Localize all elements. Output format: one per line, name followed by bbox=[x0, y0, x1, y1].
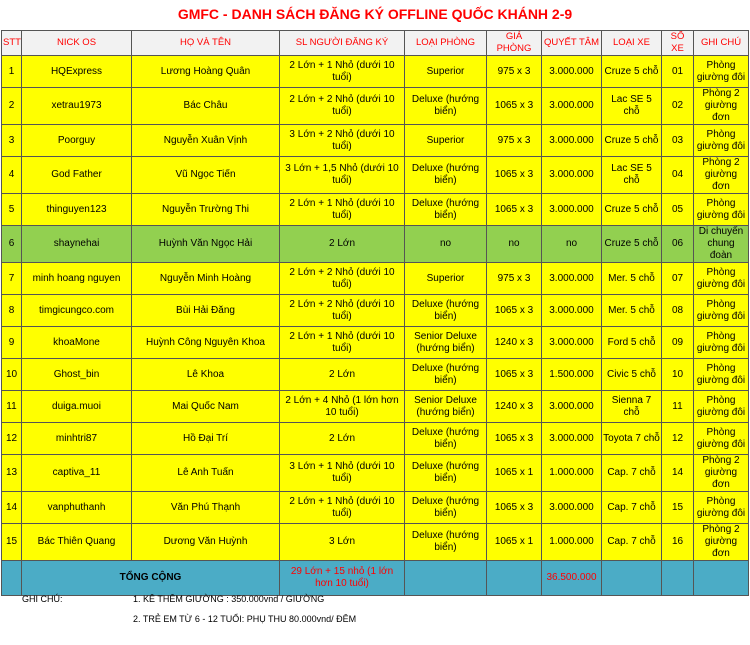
cell-people: 3 Lớn + 1,5 Nhỏ (dưới 10 tuổi) bbox=[280, 157, 405, 194]
cell-room: Deluxe (hướng biển) bbox=[405, 295, 487, 327]
cell-room: Deluxe (hướng biển) bbox=[405, 88, 487, 125]
cell-people: 2 Lớn + 1 Nhỏ (dưới 10 tuổi) bbox=[280, 194, 405, 226]
cell-price: 1240 x 3 bbox=[487, 391, 542, 423]
cell-nick: minhtri87 bbox=[22, 423, 132, 455]
table-row bbox=[2, 423, 749, 455]
cell-stt: 3 bbox=[2, 125, 22, 157]
cell-people: 2 Lớn + 1 Nhỏ (dưới 10 tuổi) bbox=[280, 56, 405, 88]
cell-car: Cruze 5 chỗ bbox=[602, 226, 662, 263]
cell-stt: 13 bbox=[2, 455, 22, 492]
note-item-1: 1. KÊ THÊM GIƯỜNG : 350.000vnd / GIƯỜNG bbox=[133, 594, 325, 604]
cell-note: Phòng giường đôi bbox=[694, 391, 749, 423]
cell-name: Vũ Ngọc Tiến bbox=[132, 157, 280, 194]
cell-car: Cruze 5 chỗ bbox=[602, 194, 662, 226]
cell-amount: 3.000.000 bbox=[542, 391, 602, 423]
cell-room: Deluxe (hướng biển) bbox=[405, 194, 487, 226]
cell-amount: 3.000.000 bbox=[542, 125, 602, 157]
note-item-2: 2. TRẺ EM TỪ 6 - 12 TUỔI: PHỤ THU 80.000vnd/ ĐÊM bbox=[133, 614, 357, 624]
cell-name: Lê Anh Tuấn bbox=[132, 455, 280, 492]
cell-nick: Bác Thiên Quang bbox=[22, 524, 132, 561]
cell-note: Phòng 2 giường đơn bbox=[694, 157, 749, 194]
cell-nick: vanphuthanh bbox=[22, 492, 132, 524]
cell-name: Huỳnh Văn Ngọc Hải bbox=[132, 226, 280, 263]
header-nick: NICK OS bbox=[22, 31, 132, 56]
cell-price: 1065 x 3 bbox=[487, 157, 542, 194]
table-row bbox=[2, 88, 749, 125]
cell-price: 1065 x 3 bbox=[487, 194, 542, 226]
cell-nick: xetrau1973 bbox=[22, 88, 132, 125]
cell-name: Bùi Hải Đăng bbox=[132, 295, 280, 327]
table-row bbox=[2, 125, 749, 157]
table-row bbox=[2, 391, 749, 423]
cell-name: Bác Châu bbox=[132, 88, 280, 125]
cell-carno: 10 bbox=[662, 359, 694, 391]
cell-people: 3 Lớn + 1 Nhỏ (dưới 10 tuổi) bbox=[280, 455, 405, 492]
cell-note: Phòng giường đôi bbox=[694, 295, 749, 327]
cell-carno: 09 bbox=[662, 327, 694, 359]
header-carno: SỐ XE bbox=[662, 31, 694, 56]
header-car: LOẠI XE bbox=[602, 31, 662, 56]
cell-carno: 11 bbox=[662, 391, 694, 423]
header-stt: STT bbox=[2, 31, 22, 56]
cell-price: 1065 x 3 bbox=[487, 88, 542, 125]
cell-stt: 14 bbox=[2, 492, 22, 524]
cell-note: Phòng giường đôi bbox=[694, 56, 749, 88]
total-price-cell bbox=[487, 561, 542, 596]
cell-note: Phòng giường đôi bbox=[694, 359, 749, 391]
cell-amount: 3.000.000 bbox=[542, 194, 602, 226]
cell-car: Toyota 7 chỗ bbox=[602, 423, 662, 455]
cell-carno: 07 bbox=[662, 263, 694, 295]
cell-note: Phòng 2 giường đơn bbox=[694, 88, 749, 125]
cell-room: Deluxe (hướng biển) bbox=[405, 524, 487, 561]
cell-room: Senior Deluxe (hướng biển) bbox=[405, 391, 487, 423]
cell-stt: 10 bbox=[2, 359, 22, 391]
cell-carno: 06 bbox=[662, 226, 694, 263]
cell-price: 1065 x 3 bbox=[487, 359, 542, 391]
cell-stt: 2 bbox=[2, 88, 22, 125]
cell-car: Cap. 7 chỗ bbox=[602, 455, 662, 492]
cell-note: Phòng giường đôi bbox=[694, 263, 749, 295]
cell-note: Phòng giường đôi bbox=[694, 492, 749, 524]
cell-car: Cap. 7 chỗ bbox=[602, 492, 662, 524]
cell-nick: minh hoang nguyen bbox=[22, 263, 132, 295]
cell-people: 2 Lớn + 1 Nhỏ (dưới 10 tuổi) bbox=[280, 492, 405, 524]
header-row bbox=[2, 31, 749, 56]
cell-nick: thinguyen123 bbox=[22, 194, 132, 226]
cell-car: Lac SE 5 chỗ bbox=[602, 157, 662, 194]
table-row bbox=[2, 327, 749, 359]
cell-amount: 3.000.000 bbox=[542, 327, 602, 359]
cell-nick: HQExpress bbox=[22, 56, 132, 88]
table-body bbox=[2, 56, 749, 561]
cell-name: Nguyễn Xuân Vịnh bbox=[132, 125, 280, 157]
cell-nick: shaynehai bbox=[22, 226, 132, 263]
cell-note: Phòng giường đôi bbox=[694, 194, 749, 226]
total-note-cell bbox=[694, 561, 749, 596]
cell-amount: 3.000.000 bbox=[542, 263, 602, 295]
cell-price: 1065 x 3 bbox=[487, 295, 542, 327]
cell-room: Deluxe (hướng biển) bbox=[405, 423, 487, 455]
cell-name: Lê Khoa bbox=[132, 359, 280, 391]
total-amount: 36.500.000 bbox=[542, 561, 602, 596]
table-row bbox=[2, 359, 749, 391]
cell-room: Deluxe (hướng biển) bbox=[405, 359, 487, 391]
cell-room: Senior Deluxe (hướng biển) bbox=[405, 327, 487, 359]
cell-car: Civic 5 chỗ bbox=[602, 359, 662, 391]
cell-name: Dương Văn Huỳnh bbox=[132, 524, 280, 561]
cell-stt: 6 bbox=[2, 226, 22, 263]
cell-carno: 14 bbox=[662, 455, 694, 492]
cell-stt: 12 bbox=[2, 423, 22, 455]
cell-carno: 08 bbox=[662, 295, 694, 327]
sheet-title: GMFC - DANH SÁCH ĐĂNG KÝ OFFLINE QUỐC KHÁNH 2-9 bbox=[177, 6, 573, 22]
cell-name: Huỳnh Công Nguyên Khoa bbox=[132, 327, 280, 359]
cell-price: 1065 x 3 bbox=[487, 492, 542, 524]
cell-note: Phòng giường đôi bbox=[694, 423, 749, 455]
table-row bbox=[2, 295, 749, 327]
cell-carno: 15 bbox=[662, 492, 694, 524]
cell-people: 2 Lớn + 2 Nhỏ (dưới 10 tuổi) bbox=[280, 263, 405, 295]
cell-carno: 03 bbox=[662, 125, 694, 157]
total-car-cell bbox=[602, 561, 662, 596]
cell-stt: 1 bbox=[2, 56, 22, 88]
header-people: SL NGƯỜI ĐĂNG KÝ bbox=[280, 31, 405, 56]
cell-name: Nguyễn Trường Thi bbox=[132, 194, 280, 226]
cell-room: Deluxe (hướng biển) bbox=[405, 157, 487, 194]
cell-carno: 16 bbox=[662, 524, 694, 561]
registration-table bbox=[1, 30, 749, 596]
table-row bbox=[2, 56, 749, 88]
cell-name: Văn Phú Thạnh bbox=[132, 492, 280, 524]
cell-room: Superior bbox=[405, 125, 487, 157]
table-row bbox=[2, 492, 749, 524]
cell-car: Lac SE 5 chỗ bbox=[602, 88, 662, 125]
cell-car: Cruze 5 chỗ bbox=[602, 125, 662, 157]
cell-car: Ford 5 chỗ bbox=[602, 327, 662, 359]
cell-people: 2 Lớn + 1 Nhỏ (dưới 10 tuổi) bbox=[280, 327, 405, 359]
total-label: TỔNG CỘNG bbox=[22, 561, 280, 596]
cell-stt: 11 bbox=[2, 391, 22, 423]
cell-price: 1240 x 3 bbox=[487, 327, 542, 359]
cell-price: 975 x 3 bbox=[487, 56, 542, 88]
cell-amount: 3.000.000 bbox=[542, 157, 602, 194]
table-row bbox=[2, 157, 749, 194]
cell-amount: 3.000.000 bbox=[542, 88, 602, 125]
cell-price: 1065 x 1 bbox=[487, 524, 542, 561]
total-carno-cell bbox=[662, 561, 694, 596]
header-price: GIÁ PHÒNG bbox=[487, 31, 542, 56]
cell-carno: 12 bbox=[662, 423, 694, 455]
cell-stt: 4 bbox=[2, 157, 22, 194]
cell-car: Sienna 7 chỗ bbox=[602, 391, 662, 423]
table-row bbox=[2, 194, 749, 226]
cell-carno: 04 bbox=[662, 157, 694, 194]
table-row bbox=[2, 455, 749, 492]
cell-stt: 7 bbox=[2, 263, 22, 295]
cell-price: no bbox=[487, 226, 542, 263]
cell-amount: 3.000.000 bbox=[542, 56, 602, 88]
cell-car: Cruze 5 chỗ bbox=[602, 56, 662, 88]
cell-note: Phòng giường đôi bbox=[694, 125, 749, 157]
cell-amount: no bbox=[542, 226, 602, 263]
cell-car: Mer. 5 chỗ bbox=[602, 295, 662, 327]
cell-nick: God Father bbox=[22, 157, 132, 194]
cell-carno: 01 bbox=[662, 56, 694, 88]
cell-nick: captiva_11 bbox=[22, 455, 132, 492]
cell-room: Deluxe (hướng biển) bbox=[405, 455, 487, 492]
cell-room: no bbox=[405, 226, 487, 263]
cell-note: Di chuyển chung đoàn bbox=[694, 226, 749, 263]
table-row bbox=[2, 226, 749, 263]
cell-name: Mai Quốc Nam bbox=[132, 391, 280, 423]
cell-stt: 8 bbox=[2, 295, 22, 327]
cell-people: 3 Lớn bbox=[280, 524, 405, 561]
cell-car: Cap. 7 chỗ bbox=[602, 524, 662, 561]
cell-people: 2 Lớn bbox=[280, 423, 405, 455]
cell-price: 1065 x 1 bbox=[487, 455, 542, 492]
table-row bbox=[2, 263, 749, 295]
cell-price: 1065 x 3 bbox=[487, 423, 542, 455]
cell-carno: 05 bbox=[662, 194, 694, 226]
cell-name: Lương Hoàng Quân bbox=[132, 56, 280, 88]
cell-stt: 15 bbox=[2, 524, 22, 561]
cell-nick: khoaMone bbox=[22, 327, 132, 359]
header-name: HỌ VÀ TÊN bbox=[132, 31, 280, 56]
cell-stt: 5 bbox=[2, 194, 22, 226]
cell-people: 2 Lớn bbox=[280, 359, 405, 391]
cell-nick: timgicungco.com bbox=[22, 295, 132, 327]
cell-amount: 3.000.000 bbox=[542, 492, 602, 524]
cell-room: Superior bbox=[405, 56, 487, 88]
cell-stt: 9 bbox=[2, 327, 22, 359]
cell-room: Superior bbox=[405, 263, 487, 295]
cell-people: 2 Lớn bbox=[280, 226, 405, 263]
cell-note: Phòng giường đôi bbox=[694, 327, 749, 359]
total-stt-cell bbox=[2, 561, 22, 596]
cell-price: 975 x 3 bbox=[487, 125, 542, 157]
cell-nick: Ghost_bin bbox=[22, 359, 132, 391]
cell-amount: 3.000.000 bbox=[542, 295, 602, 327]
header-amount: QUYẾT TÂM bbox=[542, 31, 602, 56]
table-row bbox=[2, 524, 749, 561]
cell-people: 3 Lớn + 2 Nhỏ (dưới 10 tuổi) bbox=[280, 125, 405, 157]
cell-nick: duiga.muoi bbox=[22, 391, 132, 423]
notes-label: GHI CHÚ: bbox=[22, 594, 63, 604]
cell-people: 2 Lớn + 4 Nhỏ (1 lớn hơn 10 tuổi) bbox=[280, 391, 405, 423]
cell-nick: Poorguy bbox=[22, 125, 132, 157]
header-room: LOẠI PHÒNG bbox=[405, 31, 487, 56]
cell-amount: 1.500.000 bbox=[542, 359, 602, 391]
cell-price: 975 x 3 bbox=[487, 263, 542, 295]
cell-name: Nguyễn Minh Hoàng bbox=[132, 263, 280, 295]
cell-amount: 1.000.000 bbox=[542, 524, 602, 561]
total-room-cell bbox=[405, 561, 487, 596]
cell-note: Phòng 2 giường đơn bbox=[694, 524, 749, 561]
cell-amount: 3.000.000 bbox=[542, 423, 602, 455]
cell-car: Mer. 5 chỗ bbox=[602, 263, 662, 295]
cell-note: Phòng 2 giường đơn bbox=[694, 455, 749, 492]
cell-name: Hồ Đại Trí bbox=[132, 423, 280, 455]
cell-people: 2 Lớn + 2 Nhỏ (dưới 10 tuổi) bbox=[280, 295, 405, 327]
cell-people: 2 Lớn + 2 Nhỏ (dưới 10 tuổi) bbox=[280, 88, 405, 125]
header-note: GHI CHÚ bbox=[694, 31, 749, 56]
cell-room: Deluxe (hướng biển) bbox=[405, 492, 487, 524]
total-row bbox=[2, 561, 749, 596]
total-people: 29 Lớn + 15 nhỏ (1 lớn hơn 10 tuổi) bbox=[280, 561, 405, 596]
cell-amount: 1.000.000 bbox=[542, 455, 602, 492]
cell-carno: 02 bbox=[662, 88, 694, 125]
